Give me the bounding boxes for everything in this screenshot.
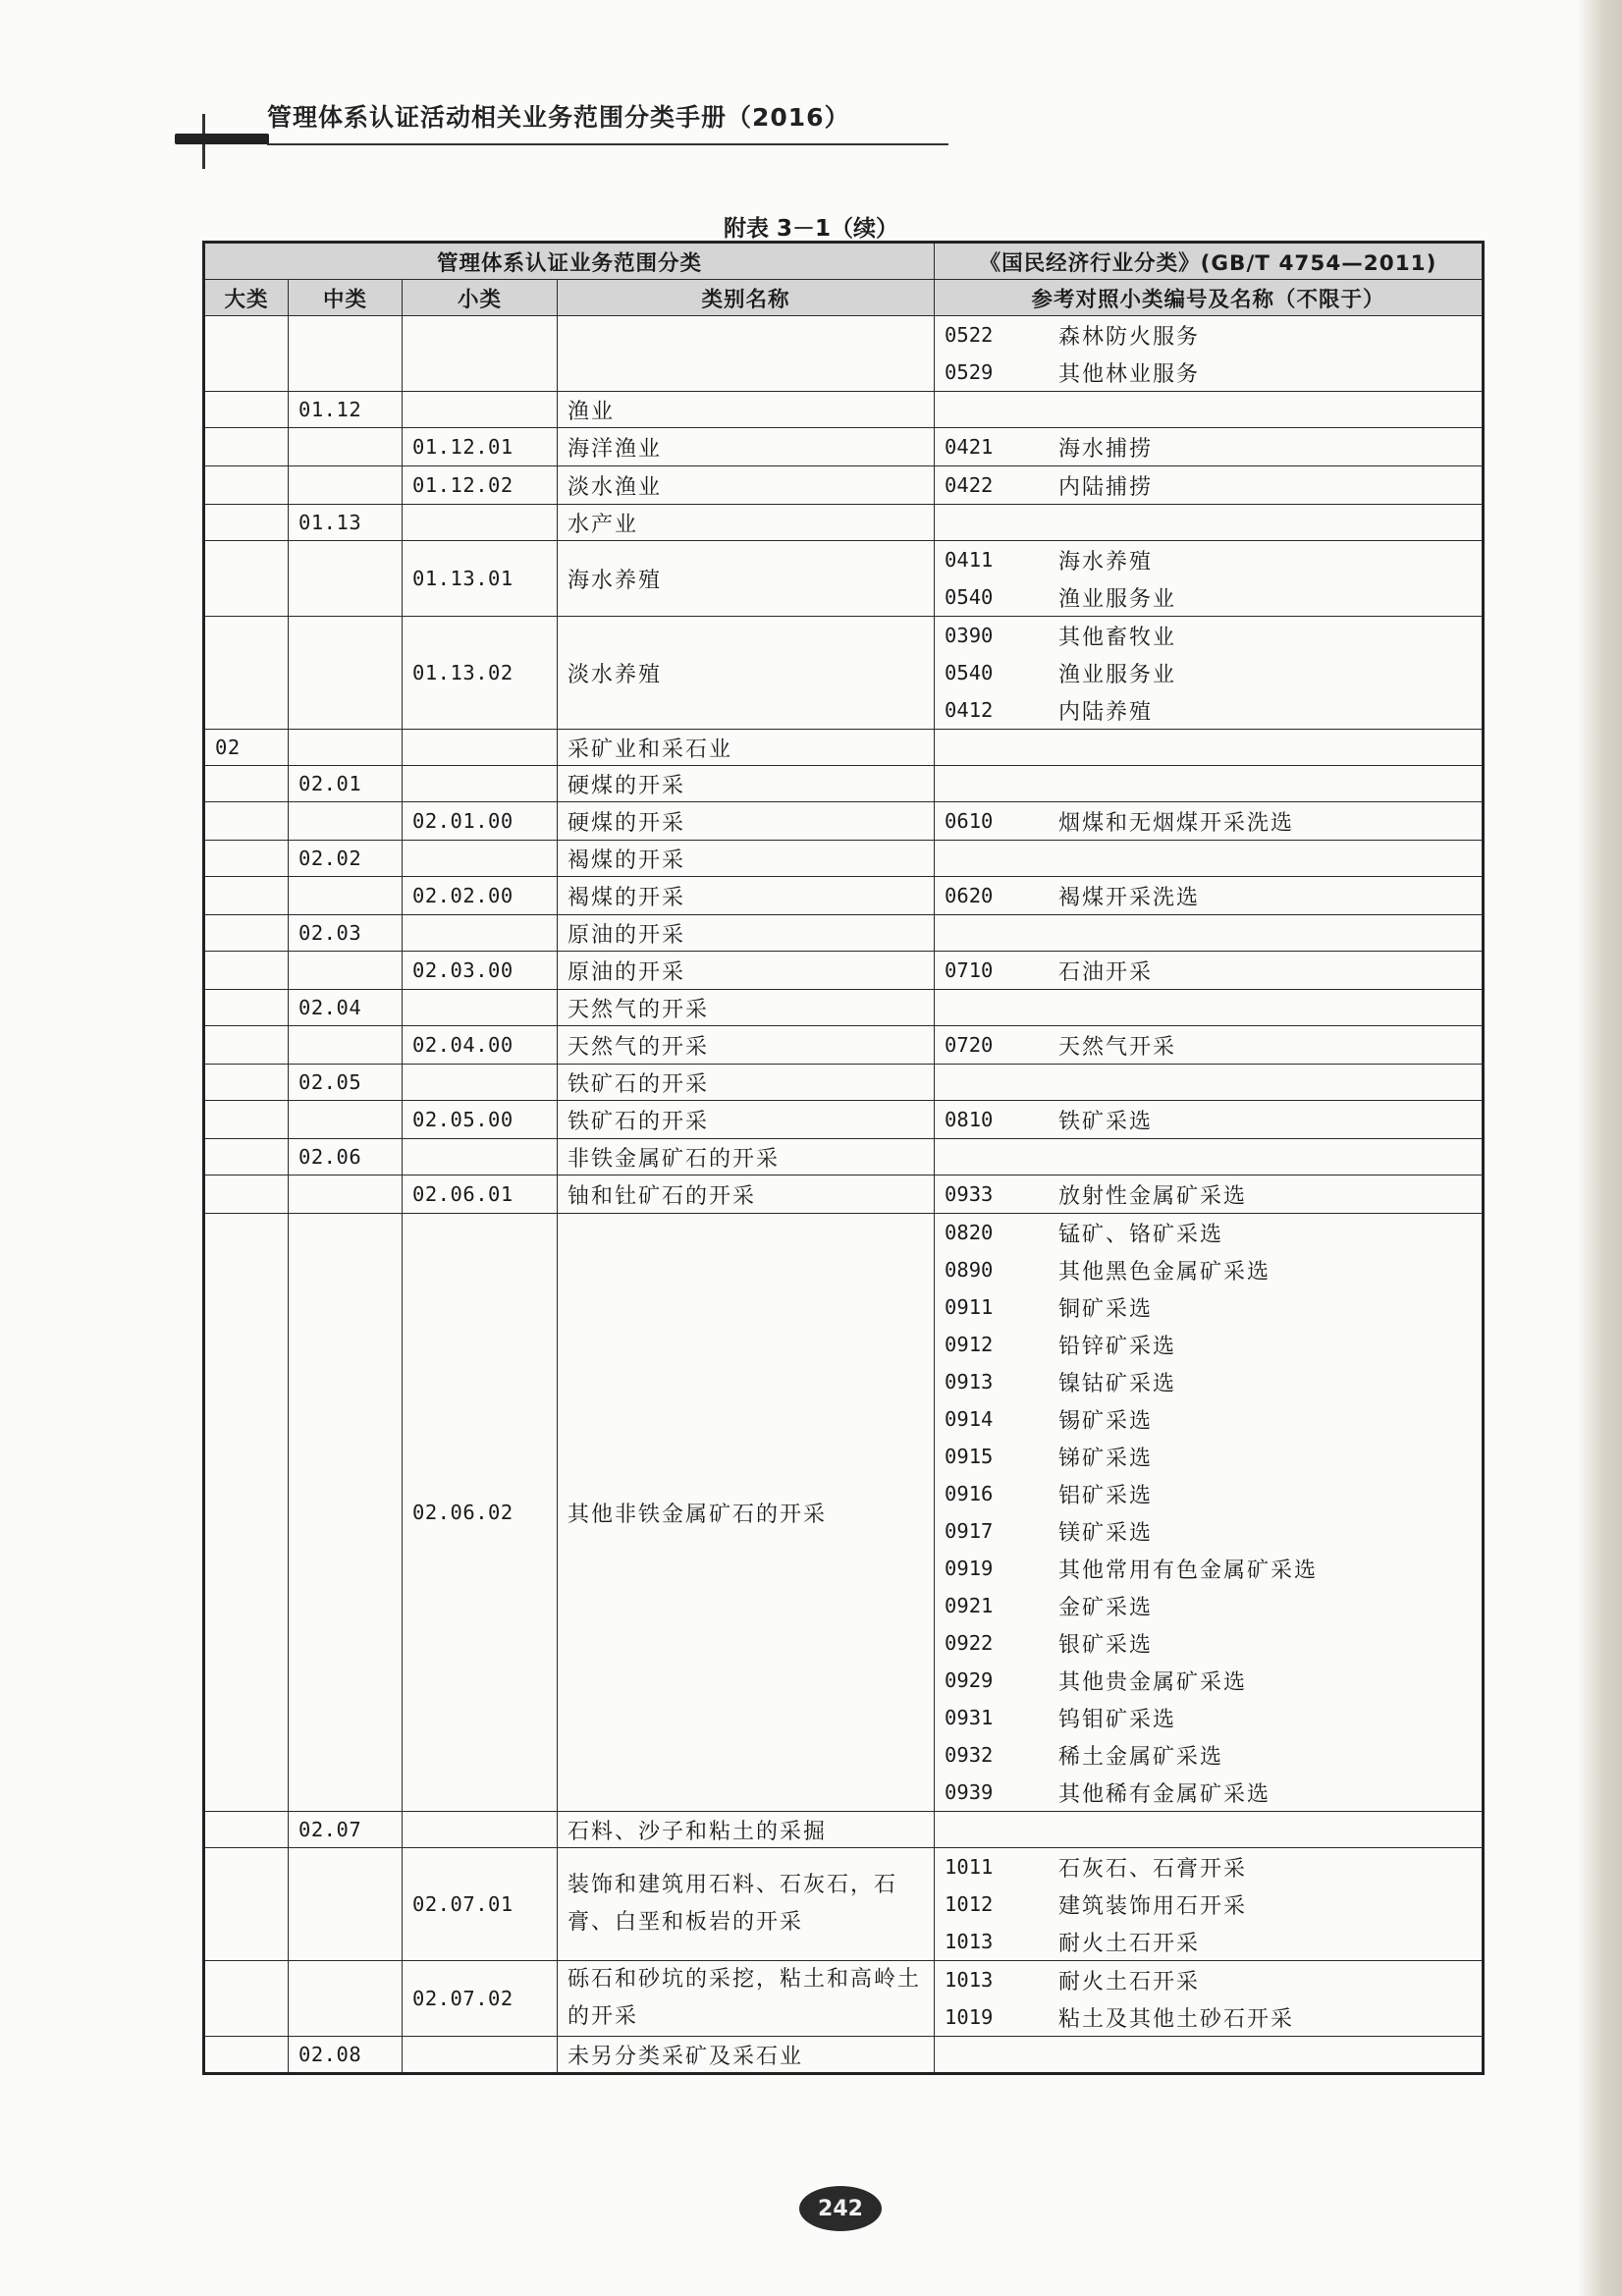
reference-entry: [945, 1662, 1472, 1699]
cell-category-name: 原油的开采: [558, 952, 935, 990]
reference-entry: [945, 1288, 1472, 1326]
col-header-zhonglei: 中类: [289, 280, 403, 316]
cell-reference: [935, 1101, 1484, 1139]
cell-zhonglei: [289, 1214, 403, 1812]
cell-dalei: [204, 915, 289, 952]
table-row: [204, 915, 1484, 952]
cell-dalei: [204, 541, 289, 617]
cell-reference: [935, 1848, 1484, 1961]
cell-dalei: [204, 1065, 289, 1101]
cell-zhonglei: [289, 541, 403, 617]
cell-xiaolei: [403, 841, 558, 877]
reference-entry: [945, 578, 1472, 616]
reference-name: 锰矿、铬矿采选: [1058, 1222, 1224, 1247]
cell-xiaolei: [403, 1139, 558, 1175]
cell-dalei: [204, 617, 289, 730]
reference-entry: [945, 1101, 1472, 1138]
cell-xiaolei: 02.07.01: [403, 1848, 558, 1961]
reference-code: 0919: [945, 1557, 994, 1580]
cell-reference: [935, 1026, 1484, 1065]
table-row: [204, 1961, 1484, 2037]
reference-code: 0421: [945, 435, 994, 459]
table-caption: 附表 3－1（续）: [723, 216, 898, 242]
cell-dalei: [204, 1175, 289, 1214]
reference-name: 铁矿采选: [1058, 1109, 1154, 1134]
cell-reference: [935, 1961, 1484, 2037]
table-row: [204, 990, 1484, 1026]
table-row: [204, 1848, 1484, 1961]
cell-category-name: 非铁金属矿石的开采: [558, 1139, 935, 1175]
reference-code: 0810: [945, 1108, 994, 1131]
cell-dalei: [204, 1214, 289, 1812]
reference-entry: [945, 1848, 1472, 1886]
cell-dalei: [204, 1101, 289, 1139]
reference-entry: [945, 952, 1472, 989]
cell-reference: [935, 1065, 1484, 1101]
cell-reference: [935, 952, 1484, 990]
reference-name: 铝矿采选: [1058, 1483, 1154, 1508]
cell-zhonglei: 02.07: [289, 1812, 403, 1848]
reference-code: 0913: [945, 1370, 994, 1394]
cell-reference: [935, 1175, 1484, 1214]
cell-zhonglei: 02.05: [289, 1065, 403, 1101]
reference-entry: [945, 1438, 1472, 1475]
reference-name: 镍钴矿采选: [1058, 1371, 1177, 1396]
cell-reference: [935, 1139, 1484, 1175]
table-row: [204, 1812, 1484, 1848]
reference-entry: [945, 428, 1472, 465]
cell-zhonglei: [289, 802, 403, 841]
cell-dalei: [204, 428, 289, 466]
reference-entry: [945, 1175, 1472, 1213]
reference-entry: [945, 1774, 1472, 1811]
cell-dalei: 02: [204, 730, 289, 766]
cell-category-name: 装饰和建筑用石料、石灰石，石膏、白垩和板岩的开采: [558, 1848, 935, 1961]
reference-code: 0610: [945, 809, 994, 833]
table-row: [204, 1065, 1484, 1101]
cell-zhonglei: [289, 877, 403, 915]
cell-xiaolei: 01.12.01: [403, 428, 558, 466]
reference-code: 0917: [945, 1519, 994, 1543]
cell-category-name: 砾石和砂坑的采挖，粘土和高岭土的开采: [558, 1961, 935, 2037]
table-row: [204, 392, 1484, 428]
cell-category-name: 海水养殖: [558, 541, 935, 617]
reference-code: 0931: [945, 1706, 994, 1729]
reference-name: 渔业服务业: [1058, 586, 1177, 612]
page-edge-shadow: [1577, 0, 1622, 2296]
reference-code: 0933: [945, 1182, 994, 1206]
cell-reference: [935, 766, 1484, 802]
reference-entry: [945, 1326, 1472, 1363]
reference-name: 石油开采: [1058, 959, 1154, 985]
table-column-header-row: [204, 280, 1484, 316]
reference-code: 0939: [945, 1780, 994, 1804]
cell-category-name: 硬煤的开采: [558, 802, 935, 841]
cell-xiaolei: [403, 1812, 558, 1848]
reference-entry: [945, 1699, 1472, 1736]
reference-code: 0915: [945, 1445, 994, 1468]
reference-code: 0540: [945, 585, 994, 609]
page-number-badge: 242: [799, 2186, 882, 2231]
reference-code: 0932: [945, 1743, 994, 1767]
cell-reference: [935, 877, 1484, 915]
cell-zhonglei: [289, 316, 403, 392]
reference-entry: [945, 802, 1472, 840]
reference-entry: [945, 1550, 1472, 1587]
reference-name: 建筑装饰用石开采: [1058, 1893, 1248, 1919]
reference-name: 内陆养殖: [1058, 699, 1154, 725]
table-row: [204, 766, 1484, 802]
cell-zhonglei: [289, 952, 403, 990]
cell-category-name: 采矿业和采石业: [558, 730, 935, 766]
cell-zhonglei: 02.03: [289, 915, 403, 952]
cell-category-name: 铁矿石的开采: [558, 1065, 935, 1101]
table-row: [204, 1175, 1484, 1214]
col-header-name: 类别名称: [558, 280, 935, 316]
cell-dalei: [204, 841, 289, 877]
cell-xiaolei: [403, 730, 558, 766]
reference-entry: [945, 1214, 1472, 1251]
reference-name: 内陆捕捞: [1058, 474, 1154, 500]
table-row: [204, 466, 1484, 505]
cell-xiaolei: [403, 766, 558, 802]
reference-code: 0720: [945, 1033, 994, 1057]
reference-code: 0540: [945, 661, 994, 684]
reference-name: 耐火土石开采: [1058, 1931, 1201, 1956]
reference-entry: [945, 1512, 1472, 1550]
reference-entry: [945, 654, 1472, 691]
reference-name: 镁矿采选: [1058, 1520, 1154, 1546]
reference-code: 1019: [945, 2005, 994, 2029]
reference-entry: [945, 1886, 1472, 1923]
cell-zhonglei: 02.08: [289, 2037, 403, 2074]
reference-entry: [945, 1475, 1472, 1512]
reference-name: 烟煤和无烟煤开采洗选: [1058, 810, 1295, 836]
group-header-left: 管理体系认证业务范围分类: [204, 243, 935, 280]
classification-table: [202, 241, 1485, 2075]
reference-code: 0820: [945, 1221, 994, 1244]
cell-dalei: [204, 1139, 289, 1175]
cell-category-name: 淡水养殖: [558, 617, 935, 730]
reference-code: 0620: [945, 884, 994, 907]
cell-category-name: 天然气的开采: [558, 990, 935, 1026]
cell-category-name: 海洋渔业: [558, 428, 935, 466]
cell-xiaolei: [403, 1065, 558, 1101]
cell-category-name: 水产业: [558, 505, 935, 541]
reference-name: 铅锌矿采选: [1058, 1334, 1177, 1359]
reference-name: 其他常用有色金属矿采选: [1058, 1558, 1319, 1583]
reference-entry: [945, 691, 1472, 729]
cell-xiaolei: [403, 2037, 558, 2074]
reference-entry: [945, 1400, 1472, 1438]
cell-zhonglei: 02.02: [289, 841, 403, 877]
cell-category-name: 淡水渔业: [558, 466, 935, 505]
table-row: [204, 617, 1484, 730]
reference-name: 森林防火服务: [1058, 324, 1201, 350]
reference-code: 0390: [945, 624, 994, 647]
running-header-title: 管理体系认证活动相关业务范围分类手册（2016）: [267, 103, 850, 132]
reference-name: 铜矿采选: [1058, 1296, 1154, 1322]
cell-category-name: 渔业: [558, 392, 935, 428]
cell-category-name: 其他非铁金属矿石的开采: [558, 1214, 935, 1812]
reference-code: 0890: [945, 1258, 994, 1282]
cell-zhonglei: [289, 428, 403, 466]
cell-category-name: 石料、沙子和粘土的采掘: [558, 1812, 935, 1848]
table-row: [204, 1026, 1484, 1065]
cell-reference: [935, 841, 1484, 877]
reference-code: 0422: [945, 473, 994, 497]
reference-code: 0710: [945, 958, 994, 982]
table-row: [204, 952, 1484, 990]
col-header-xiaolei: 小类: [403, 280, 558, 316]
cell-reference: [935, 990, 1484, 1026]
cell-reference: [935, 2037, 1484, 2074]
reference-name: 海水捕捞: [1058, 436, 1154, 462]
cell-dalei: [204, 952, 289, 990]
reference-name: 耐火土石开采: [1058, 1969, 1201, 1995]
group-header-right: 《国民经济行业分类》(GB/T 4754—2011): [935, 243, 1484, 280]
cell-dalei: [204, 1026, 289, 1065]
cell-category-name: 硬煤的开采: [558, 766, 935, 802]
reference-code: 0922: [945, 1631, 994, 1655]
reference-code: 0916: [945, 1482, 994, 1505]
cell-dalei: [204, 1961, 289, 2037]
reference-name: 其他黑色金属矿采选: [1058, 1259, 1271, 1285]
reference-code: 0411: [945, 548, 994, 572]
header-ornament-bar: [175, 134, 269, 144]
cell-xiaolei: [403, 505, 558, 541]
reference-name: 金矿采选: [1058, 1595, 1154, 1620]
cell-dalei: [204, 877, 289, 915]
cell-zhonglei: [289, 1175, 403, 1214]
reference-code: 0912: [945, 1333, 994, 1356]
table-row: [204, 802, 1484, 841]
cell-xiaolei: 01.12.02: [403, 466, 558, 505]
table-row: [204, 505, 1484, 541]
reference-name: 其他畜牧业: [1058, 625, 1177, 650]
cell-xiaolei: [403, 915, 558, 952]
cell-reference: [935, 392, 1484, 428]
reference-entry: [945, 1961, 1472, 1998]
cell-zhonglei: [289, 617, 403, 730]
cell-reference: [935, 915, 1484, 952]
reference-entry: [945, 1624, 1472, 1662]
cell-dalei: [204, 990, 289, 1026]
cell-xiaolei: 02.07.02: [403, 1961, 558, 2037]
reference-name: 褐煤开采洗选: [1058, 885, 1201, 910]
reference-code: 0914: [945, 1407, 994, 1431]
reference-code: 0529: [945, 360, 994, 384]
cell-zhonglei: [289, 1961, 403, 2037]
cell-zhonglei: 02.04: [289, 990, 403, 1026]
cell-dalei: [204, 1812, 289, 1848]
cell-xiaolei: 02.06.01: [403, 1175, 558, 1214]
reference-code: 0911: [945, 1295, 994, 1319]
table-row: [204, 1214, 1484, 1812]
cell-category-name: 天然气的开采: [558, 1026, 935, 1065]
reference-entry: [945, 1251, 1472, 1288]
cell-xiaolei: 02.01.00: [403, 802, 558, 841]
cell-category-name: 铁矿石的开采: [558, 1101, 935, 1139]
cell-dalei: [204, 505, 289, 541]
cell-reference: [935, 1214, 1484, 1812]
table-group-header-row: [204, 243, 1484, 280]
cell-xiaolei: [403, 392, 558, 428]
table-row: [204, 2037, 1484, 2074]
reference-name: 海水养殖: [1058, 549, 1154, 574]
reference-entry: [945, 1923, 1472, 1960]
cell-reference: [935, 505, 1484, 541]
cell-zhonglei: 01.13: [289, 505, 403, 541]
reference-entry: [945, 617, 1472, 654]
cell-reference: [935, 730, 1484, 766]
cell-dalei: [204, 766, 289, 802]
cell-xiaolei: [403, 990, 558, 1026]
cell-category-name: 褐煤的开采: [558, 841, 935, 877]
cell-category-name: 铀和钍矿石的开采: [558, 1175, 935, 1214]
cell-reference: [935, 316, 1484, 392]
reference-name: 天然气开采: [1058, 1034, 1177, 1060]
reference-entry: [945, 466, 1472, 504]
table-row: [204, 1139, 1484, 1175]
reference-entry: [945, 1998, 1472, 2036]
cell-category-name: 褐煤的开采: [558, 877, 935, 915]
col-header-dalei: 大类: [204, 280, 289, 316]
reference-code: 1013: [945, 1968, 994, 1992]
reference-entry: [945, 316, 1472, 354]
cell-zhonglei: [289, 730, 403, 766]
table-row: [204, 730, 1484, 766]
cell-dalei: [204, 392, 289, 428]
reference-code: 0522: [945, 323, 994, 347]
cell-dalei: [204, 2037, 289, 2074]
cell-zhonglei: [289, 1026, 403, 1065]
cell-xiaolei: 02.06.02: [403, 1214, 558, 1812]
reference-code: 0929: [945, 1668, 994, 1692]
cell-zhonglei: [289, 466, 403, 505]
cell-zhonglei: 02.06: [289, 1139, 403, 1175]
cell-xiaolei: 02.03.00: [403, 952, 558, 990]
reference-entry: [945, 1026, 1472, 1064]
reference-name: 渔业服务业: [1058, 662, 1177, 687]
reference-code: 1011: [945, 1855, 994, 1879]
cell-xiaolei: 02.02.00: [403, 877, 558, 915]
cell-reference: [935, 802, 1484, 841]
reference-code: 1013: [945, 1930, 994, 1953]
cell-reference: [935, 617, 1484, 730]
cell-dalei: [204, 802, 289, 841]
reference-name: 其他稀有金属矿采选: [1058, 1781, 1271, 1807]
reference-entry: [945, 1363, 1472, 1400]
cell-dalei: [204, 316, 289, 392]
cell-category-name: 原油的开采: [558, 915, 935, 952]
table-row: [204, 541, 1484, 617]
cell-xiaolei: [403, 316, 558, 392]
table-row: [204, 428, 1484, 466]
reference-entry: [945, 877, 1472, 914]
reference-code: 1012: [945, 1892, 994, 1916]
reference-code: 0921: [945, 1594, 994, 1617]
reference-entry: [945, 1736, 1472, 1774]
reference-entry: [945, 1587, 1472, 1624]
col-header-ref: 参考对照小类编号及名称（不限于）: [935, 280, 1484, 316]
cell-category-name: 未另分类采矿及采石业: [558, 2037, 935, 2074]
reference-name: 其他林业服务: [1058, 361, 1201, 387]
cell-reference: [935, 428, 1484, 466]
table-body: [204, 316, 1484, 2074]
reference-entry: [945, 354, 1472, 391]
cell-reference: [935, 466, 1484, 505]
reference-name: 锑矿采选: [1058, 1446, 1154, 1471]
reference-name: 银矿采选: [1058, 1632, 1154, 1658]
cell-reference: [935, 541, 1484, 617]
cell-xiaolei: 02.05.00: [403, 1101, 558, 1139]
cell-zhonglei: [289, 1101, 403, 1139]
header-rule: [267, 143, 948, 145]
cell-xiaolei: 02.04.00: [403, 1026, 558, 1065]
cell-xiaolei: 01.13.01: [403, 541, 558, 617]
cell-zhonglei: 02.01: [289, 766, 403, 802]
table-row: [204, 877, 1484, 915]
cell-zhonglei: 01.12: [289, 392, 403, 428]
reference-name: 钨钼矿采选: [1058, 1707, 1177, 1732]
table-row: [204, 316, 1484, 392]
reference-name: 粘土及其他土砂石开采: [1058, 2006, 1295, 2032]
table-row: [204, 1101, 1484, 1139]
cell-category-name: [558, 316, 935, 392]
table-row: [204, 841, 1484, 877]
reference-name: 锡矿采选: [1058, 1408, 1154, 1434]
reference-code: 0412: [945, 698, 994, 722]
reference-name: 放射性金属矿采选: [1058, 1183, 1248, 1209]
cell-zhonglei: [289, 1848, 403, 1961]
reference-entry: [945, 541, 1472, 578]
cell-dalei: [204, 1848, 289, 1961]
reference-name: 石灰石、石膏开采: [1058, 1856, 1248, 1882]
reference-name: 其他贵金属矿采选: [1058, 1669, 1248, 1695]
cell-xiaolei: 01.13.02: [403, 617, 558, 730]
reference-name: 稀土金属矿采选: [1058, 1744, 1224, 1770]
cell-reference: [935, 1812, 1484, 1848]
cell-dalei: [204, 466, 289, 505]
